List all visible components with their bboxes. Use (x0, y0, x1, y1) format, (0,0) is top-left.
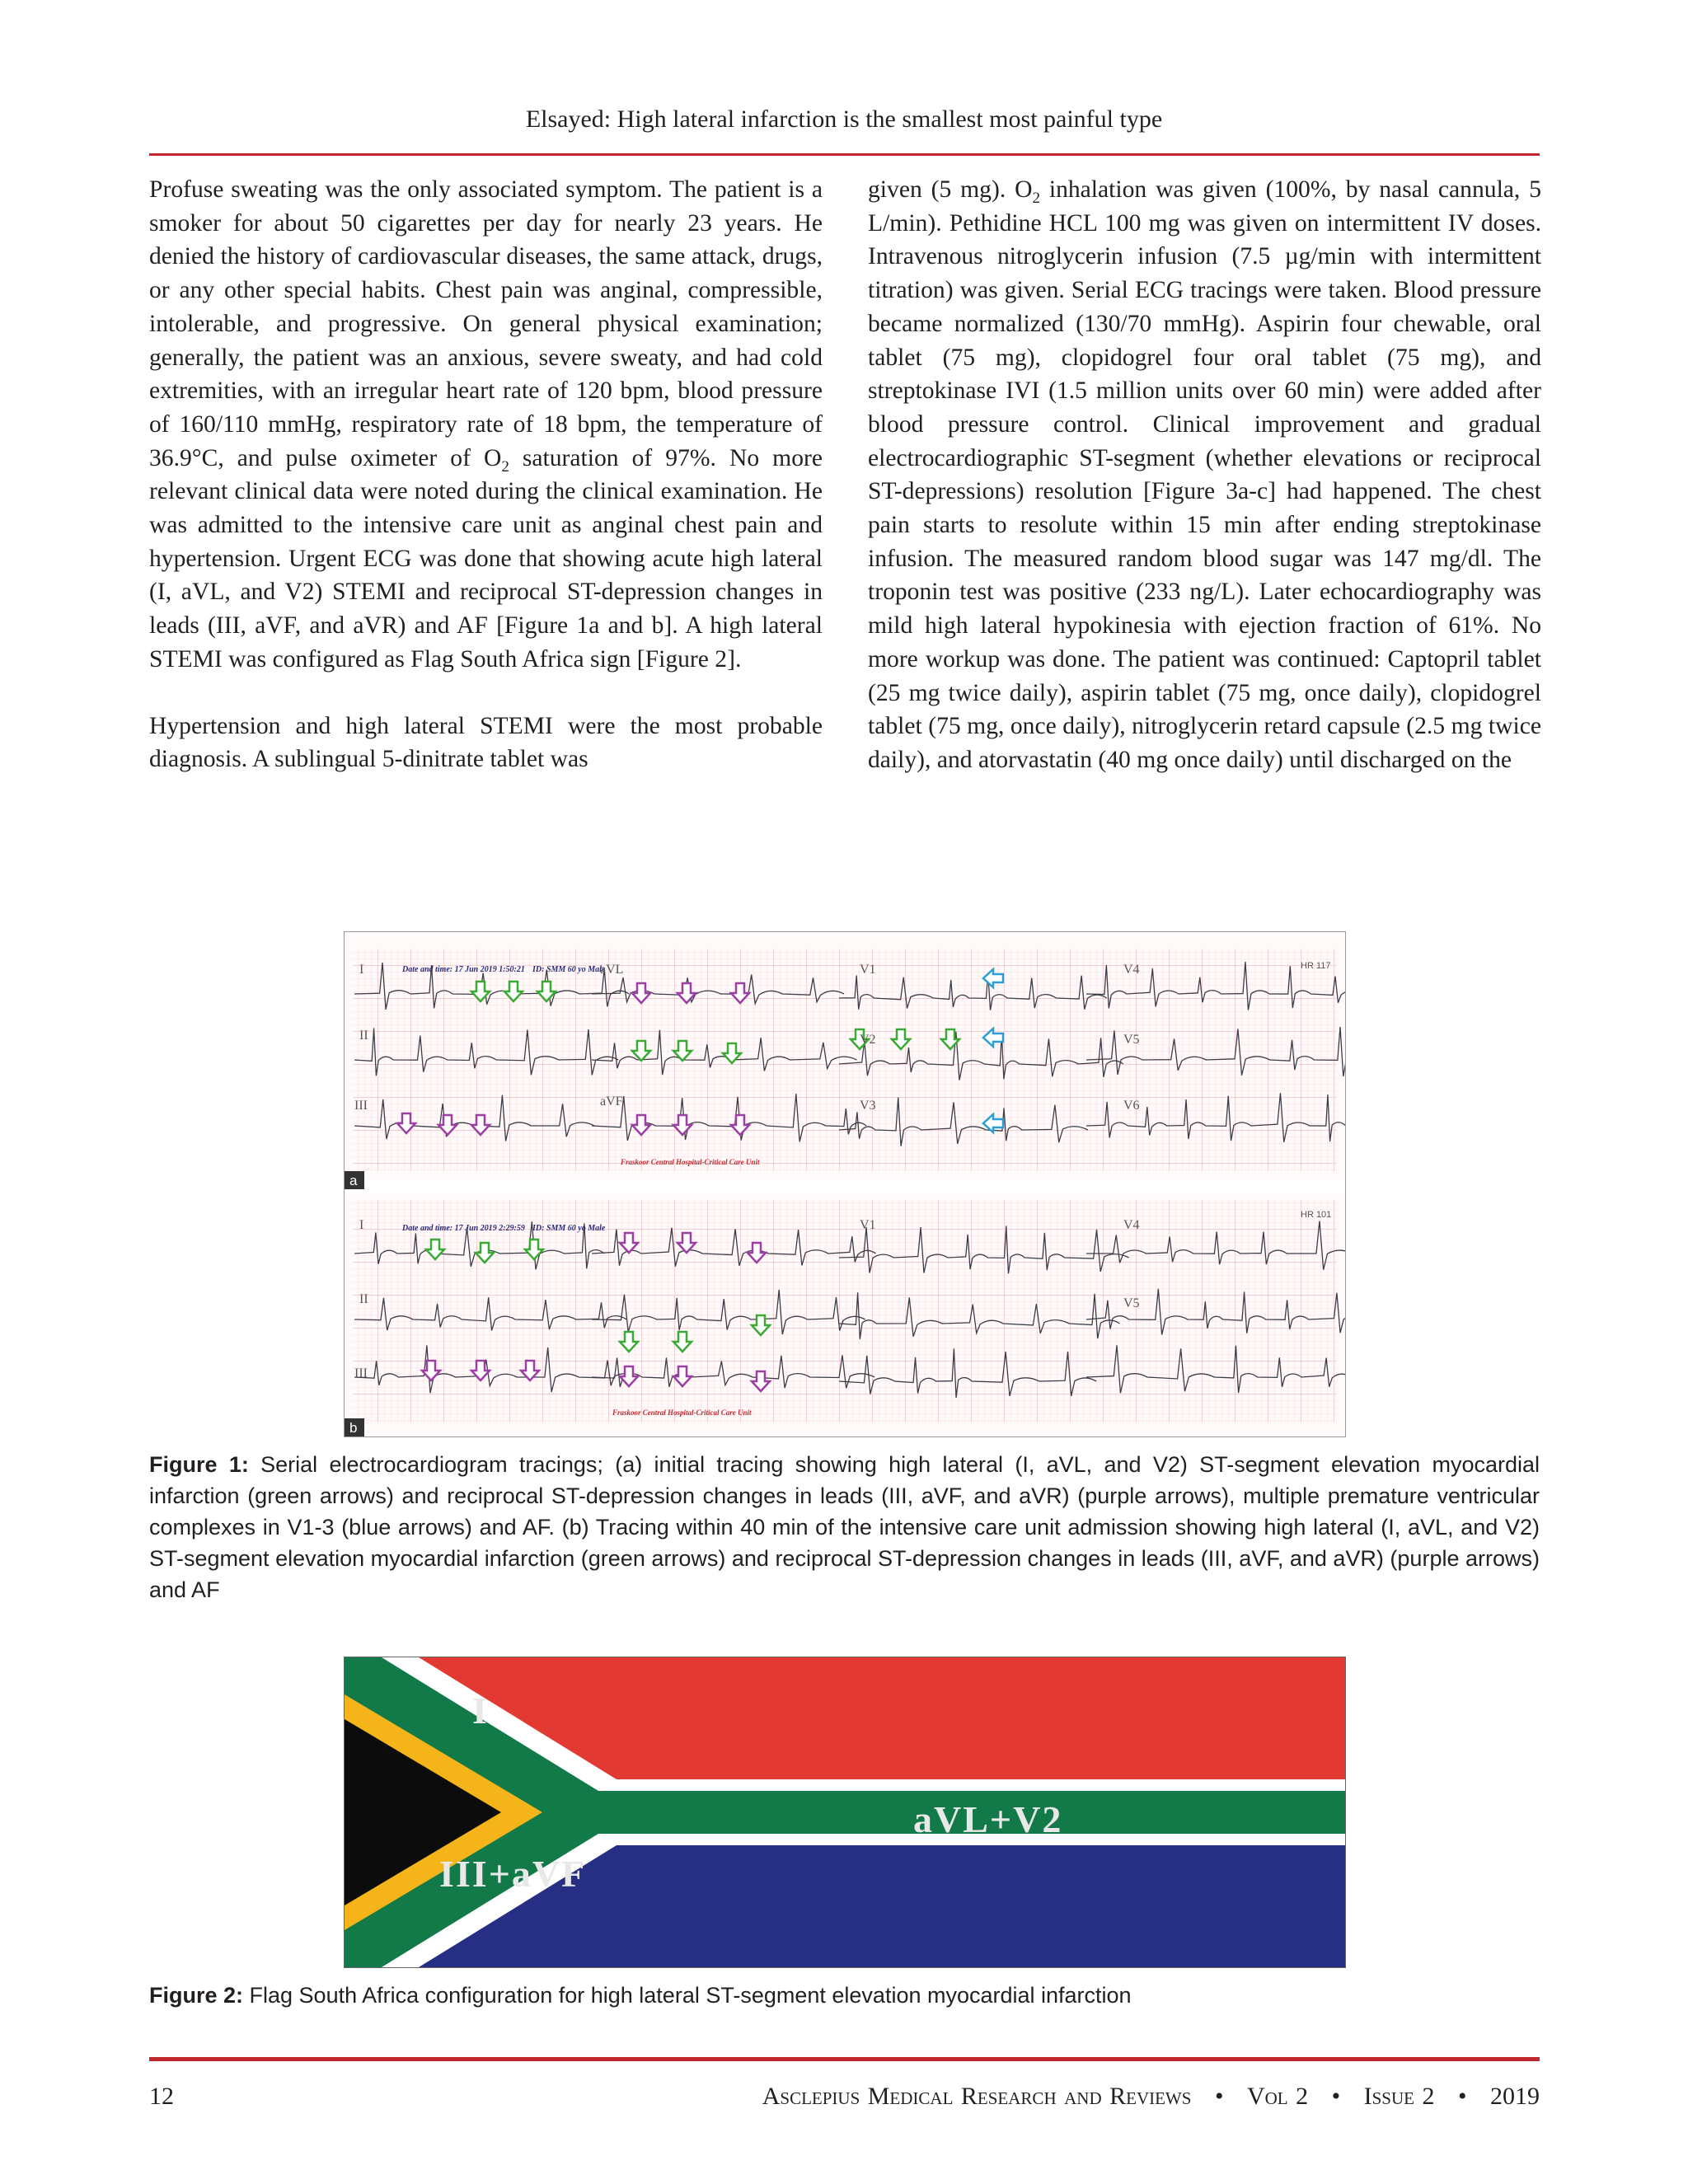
lead-label-a: aVL (600, 963, 624, 977)
lead-label-a: aVF (600, 1094, 623, 1108)
panel-a-label: a (349, 1173, 358, 1188)
ecg-tracings-image (345, 932, 1345, 1436)
figure-1-caption-text: Serial electrocardiogram tracings; (a) initial tracing showing high lateral (I, aVL, and V2) ST-segment elevation myocardial infarction (green arrows) and reciprocal ST-depression changes in leads (III, aVF, and aVR) (purple arrows), multiple premature ventricular complexes in V1-3 (blue arrows) and AF. (b) Tracing within 40 min of the intensive care unit admission showing high lateral (I, aVL, and V2) ST-segment elevation myocardial infarction (green arrows) and reciprocal ST-depression changes in leads (III, aVF, and aVR) (purple arrows) and AF (149, 1452, 1540, 1602)
lead-label-a: V5 (1123, 1033, 1140, 1047)
page-number: 12 (149, 2083, 174, 2110)
left-column (149, 173, 823, 776)
lead-label-a: V6 (1123, 1099, 1140, 1113)
lead-label-a: V3 (860, 1099, 876, 1113)
figure-1-ecg (344, 931, 1346, 1437)
left-paragraph-1: Profuse sweating was the only associated symptom. The patient is a smoker for about 50 cigarettes per day for nearly 23 years. He denied the history of cardiovascular diseases, the same attack, drugs, or any other special habits. Chest pain was anginal, compressible, intolerable, and progressive. On general physical examination; generally, the patient was an anxious, severe sweaty, and had cold extremities, with an irregular heart rate of 120 bpm, blood pressure of 160/110 mmHg, respiratory rate of 18 bpm, the temperature of 36.9°C, and pulse oximeter of $O_2$ saturation of 97%. No more relevant clinical data were noted during the clinical examination. He was admitted to the intensive care unit as anginal chest pain and hypertension. Urgent ECG was done that showing acute high lateral (I, aVL, and V2) STEMI and reciprocal ST-depression changes in leads (III, aVF, and aVR) and AF [Figure 1a and b]. A high lateral STEMI was configured as Flag South Africa sign [Figure 2]. (149, 176, 823, 673)
panel-a-hospital: Fraskoor Central Hospital-Critical Care Unit (621, 1158, 760, 1166)
flag-label-i: I (472, 1690, 487, 1732)
lead-label-a: I (359, 963, 364, 977)
journal-name: Asclepius Medical Research and Reviews (762, 2083, 1192, 2110)
figure-2-caption (149, 1980, 1540, 2011)
lead-label-a: III (354, 1099, 368, 1113)
journal-issue: Issue 2 (1363, 2083, 1435, 2110)
panel-b-hr: HR 101 (1301, 1210, 1332, 1220)
lead-label-b: V5 (1123, 1296, 1140, 1310)
footer-rule (149, 2057, 1540, 2061)
right-paragraph-1: given (5 mg). $O_2$ inhalation was given (100%, by nasal cannula, 5 L/min). Pethidine HCL 100 mg was given on intermittent IV doses. Intravenous nitroglycerin infusion (7.5 µg/min with intermittent titration) was given. Serial ECG tracings were taken. Blood pressure became normalized (130/70 mmHg). Aspirin four chewable, oral tablet (75 mg), clopidogrel four oral tablet (75 mg), and streptokinase IVI (1.5 million units over 60 min) were added after blood pressure control. Clinical improvement and gradual electrocardiographic ST-segment (whether elevations or reciprocal ST-depressions) resolution [Figure 3a-c] had happened. The chest pain starts to resolute within 15 min after ending streptokinase infusion. The measured random blood sugar was 147 mg/dl. The troponin test was positive (233 ng/L). Later echocardiography was mild high lateral hypokinesia with ejection fraction of 61%. No more workup was done. The patient was continued: Captopril tablet (25 mg twice daily), aspirin tablet (75 mg, once daily), clopidogrel tablet (75 mg, once daily), nitroglycerin retard capsule (2.5 mg twice daily), and atorvastatin (40 mg once daily) until discharged on the (868, 176, 1541, 773)
footer-bullet-3: • (1457, 2083, 1467, 2110)
lead-label-b: V1 (860, 1218, 876, 1232)
figure-2-flag (344, 1657, 1346, 1968)
journal-info (762, 2083, 1540, 2111)
panel-a-patient-id: ID: SMM 60 yo Male (532, 965, 606, 974)
lead-label-a: V4 (1123, 963, 1140, 977)
panel-a-hr: HR 117 (1301, 961, 1331, 971)
lead-label-b: II (359, 1292, 368, 1306)
panel-a-datetime: Date and time: 17 Jun 2019 1:50:21 (402, 965, 525, 974)
lead-label-a: V1 (860, 963, 876, 977)
south-africa-flag-diagram (345, 1657, 1345, 1967)
panel-b-label: b (349, 1420, 358, 1436)
panel-b-hospital: Fraskoor Central Hospital-Critical Care Unit (612, 1408, 752, 1417)
lead-label-b: V4 (1123, 1218, 1140, 1232)
panel-b-datetime: Date and time: 17 Jun 2019 2:29:59 (402, 1224, 525, 1233)
running-header: Elsayed: High lateral infarction is the smallest most painful type (525, 105, 1163, 133)
lead-label-a: V2 (860, 1033, 876, 1047)
header-rule (149, 153, 1540, 156)
figure-2-caption-label: Figure 2: (149, 1983, 244, 2008)
panel-b-patient-id: ID: SMM 60 yo Male (532, 1224, 606, 1233)
flag-label-iii-avf: III+aVF (439, 1853, 587, 1895)
figure-1-caption (149, 1449, 1540, 1605)
journal-year: 2019 (1490, 2083, 1540, 2110)
figure-1-caption-label: Figure 1: (149, 1452, 249, 1477)
lead-label-b: III (354, 1366, 368, 1380)
right-column (868, 173, 1541, 777)
journal-volume: Vol 2 (1246, 2083, 1309, 2110)
left-paragraph-2: Hypertension and high lateral STEMI were the most probable diagnosis. A sublingual 5-dinitrate tablet was (149, 712, 823, 773)
lead-label-a: II (359, 1029, 368, 1043)
footer-bullet-1: • (1214, 2083, 1224, 2110)
flag-label-avl-v2: aVL+V2 (913, 1798, 1063, 1840)
lead-label-b: I (359, 1218, 364, 1232)
figure-2-caption-text: Flag South Africa configuration for high lateral ST-segment elevation myocardial infarction (243, 1983, 1132, 2008)
footer-bullet-2: • (1331, 2083, 1341, 2110)
